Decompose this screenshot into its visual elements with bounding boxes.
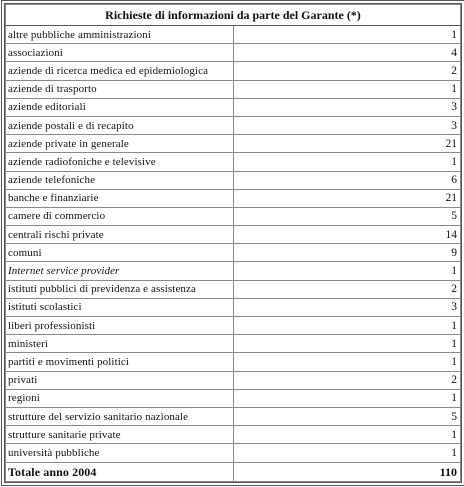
row-value: 5 xyxy=(233,407,461,425)
table-body xyxy=(6,26,461,463)
information-requests-table xyxy=(5,4,461,482)
row-label: ministeri xyxy=(6,335,234,353)
row-value: 1 xyxy=(233,80,461,98)
row-value: 1 xyxy=(233,262,461,280)
row-label: liberi professionisti xyxy=(6,317,234,335)
row-value: 4 xyxy=(233,44,461,62)
row-value: 2 xyxy=(233,280,461,298)
row-label: altre pubbliche amministrazioni xyxy=(6,26,234,44)
row-value: 9 xyxy=(233,244,461,262)
row-label: aziende radiofoniche e televisive xyxy=(6,153,234,171)
table-row xyxy=(6,171,461,189)
table-row xyxy=(6,335,461,353)
row-value: 3 xyxy=(233,298,461,316)
table-row xyxy=(6,207,461,225)
row-label: aziende telefoniche xyxy=(6,171,234,189)
table-row xyxy=(6,62,461,80)
row-label: strutture del servizio sanitario nazionale xyxy=(6,407,234,425)
row-value: 1 xyxy=(233,335,461,353)
total-value: 110 xyxy=(233,462,461,481)
row-label: regioni xyxy=(6,389,234,407)
table-row xyxy=(6,389,461,407)
row-label: privati xyxy=(6,371,234,389)
row-label: centrali rischi private xyxy=(6,226,234,244)
row-label: aziende postali e di recapito xyxy=(6,116,234,134)
row-value: 21 xyxy=(233,189,461,207)
table-row xyxy=(6,407,461,425)
row-label: comuni xyxy=(6,244,234,262)
table-row xyxy=(6,189,461,207)
table-row xyxy=(6,153,461,171)
total-row xyxy=(6,462,461,481)
table-row xyxy=(6,317,461,335)
table-row xyxy=(6,426,461,444)
row-label: strutture sanitarie private xyxy=(6,426,234,444)
row-label: istituti pubblici di previdenza e assistenza xyxy=(6,280,234,298)
row-label: università pubbliche xyxy=(6,444,234,462)
row-label: associazioni xyxy=(6,44,234,62)
row-value: 14 xyxy=(233,226,461,244)
row-label: camere di commercio xyxy=(6,207,234,225)
table-row xyxy=(6,226,461,244)
table-row xyxy=(6,80,461,98)
table-row xyxy=(6,371,461,389)
table-row xyxy=(6,353,461,371)
table-row xyxy=(6,244,461,262)
row-value: 1 xyxy=(233,426,461,444)
row-value: 1 xyxy=(233,444,461,462)
row-label: Internet service provider xyxy=(6,262,234,280)
row-value: 1 xyxy=(233,389,461,407)
row-label: aziende editoriali xyxy=(6,98,234,116)
table-row xyxy=(6,116,461,134)
row-value: 21 xyxy=(233,135,461,153)
row-value: 6 xyxy=(233,171,461,189)
table-row xyxy=(6,262,461,280)
table-frame xyxy=(4,3,462,483)
table-title: Richieste di informazioni da parte del Garante (*) xyxy=(6,5,461,26)
row-label: aziende di trasporto xyxy=(6,80,234,98)
row-label: aziende di ricerca medica ed epidemiologica xyxy=(6,62,234,80)
table-row xyxy=(6,44,461,62)
table-row xyxy=(6,98,461,116)
row-value: 1 xyxy=(233,353,461,371)
table-row xyxy=(6,280,461,298)
row-value: 3 xyxy=(233,116,461,134)
table-row xyxy=(6,298,461,316)
row-value: 1 xyxy=(233,153,461,171)
row-value: 3 xyxy=(233,98,461,116)
table-header-row xyxy=(6,5,461,26)
row-value: 2 xyxy=(233,371,461,389)
row-value: 2 xyxy=(233,62,461,80)
table-row xyxy=(6,26,461,44)
row-label: aziende private in generale xyxy=(6,135,234,153)
row-label: banche e finanziarie xyxy=(6,189,234,207)
row-label: partiti e movimenti politici xyxy=(6,353,234,371)
row-value: 1 xyxy=(233,26,461,44)
total-label: Totale anno 2004 xyxy=(6,462,234,481)
row-label: istituti scolastici xyxy=(6,298,234,316)
row-value: 5 xyxy=(233,207,461,225)
table-row xyxy=(6,444,461,462)
row-value: 1 xyxy=(233,317,461,335)
table-row xyxy=(6,135,461,153)
